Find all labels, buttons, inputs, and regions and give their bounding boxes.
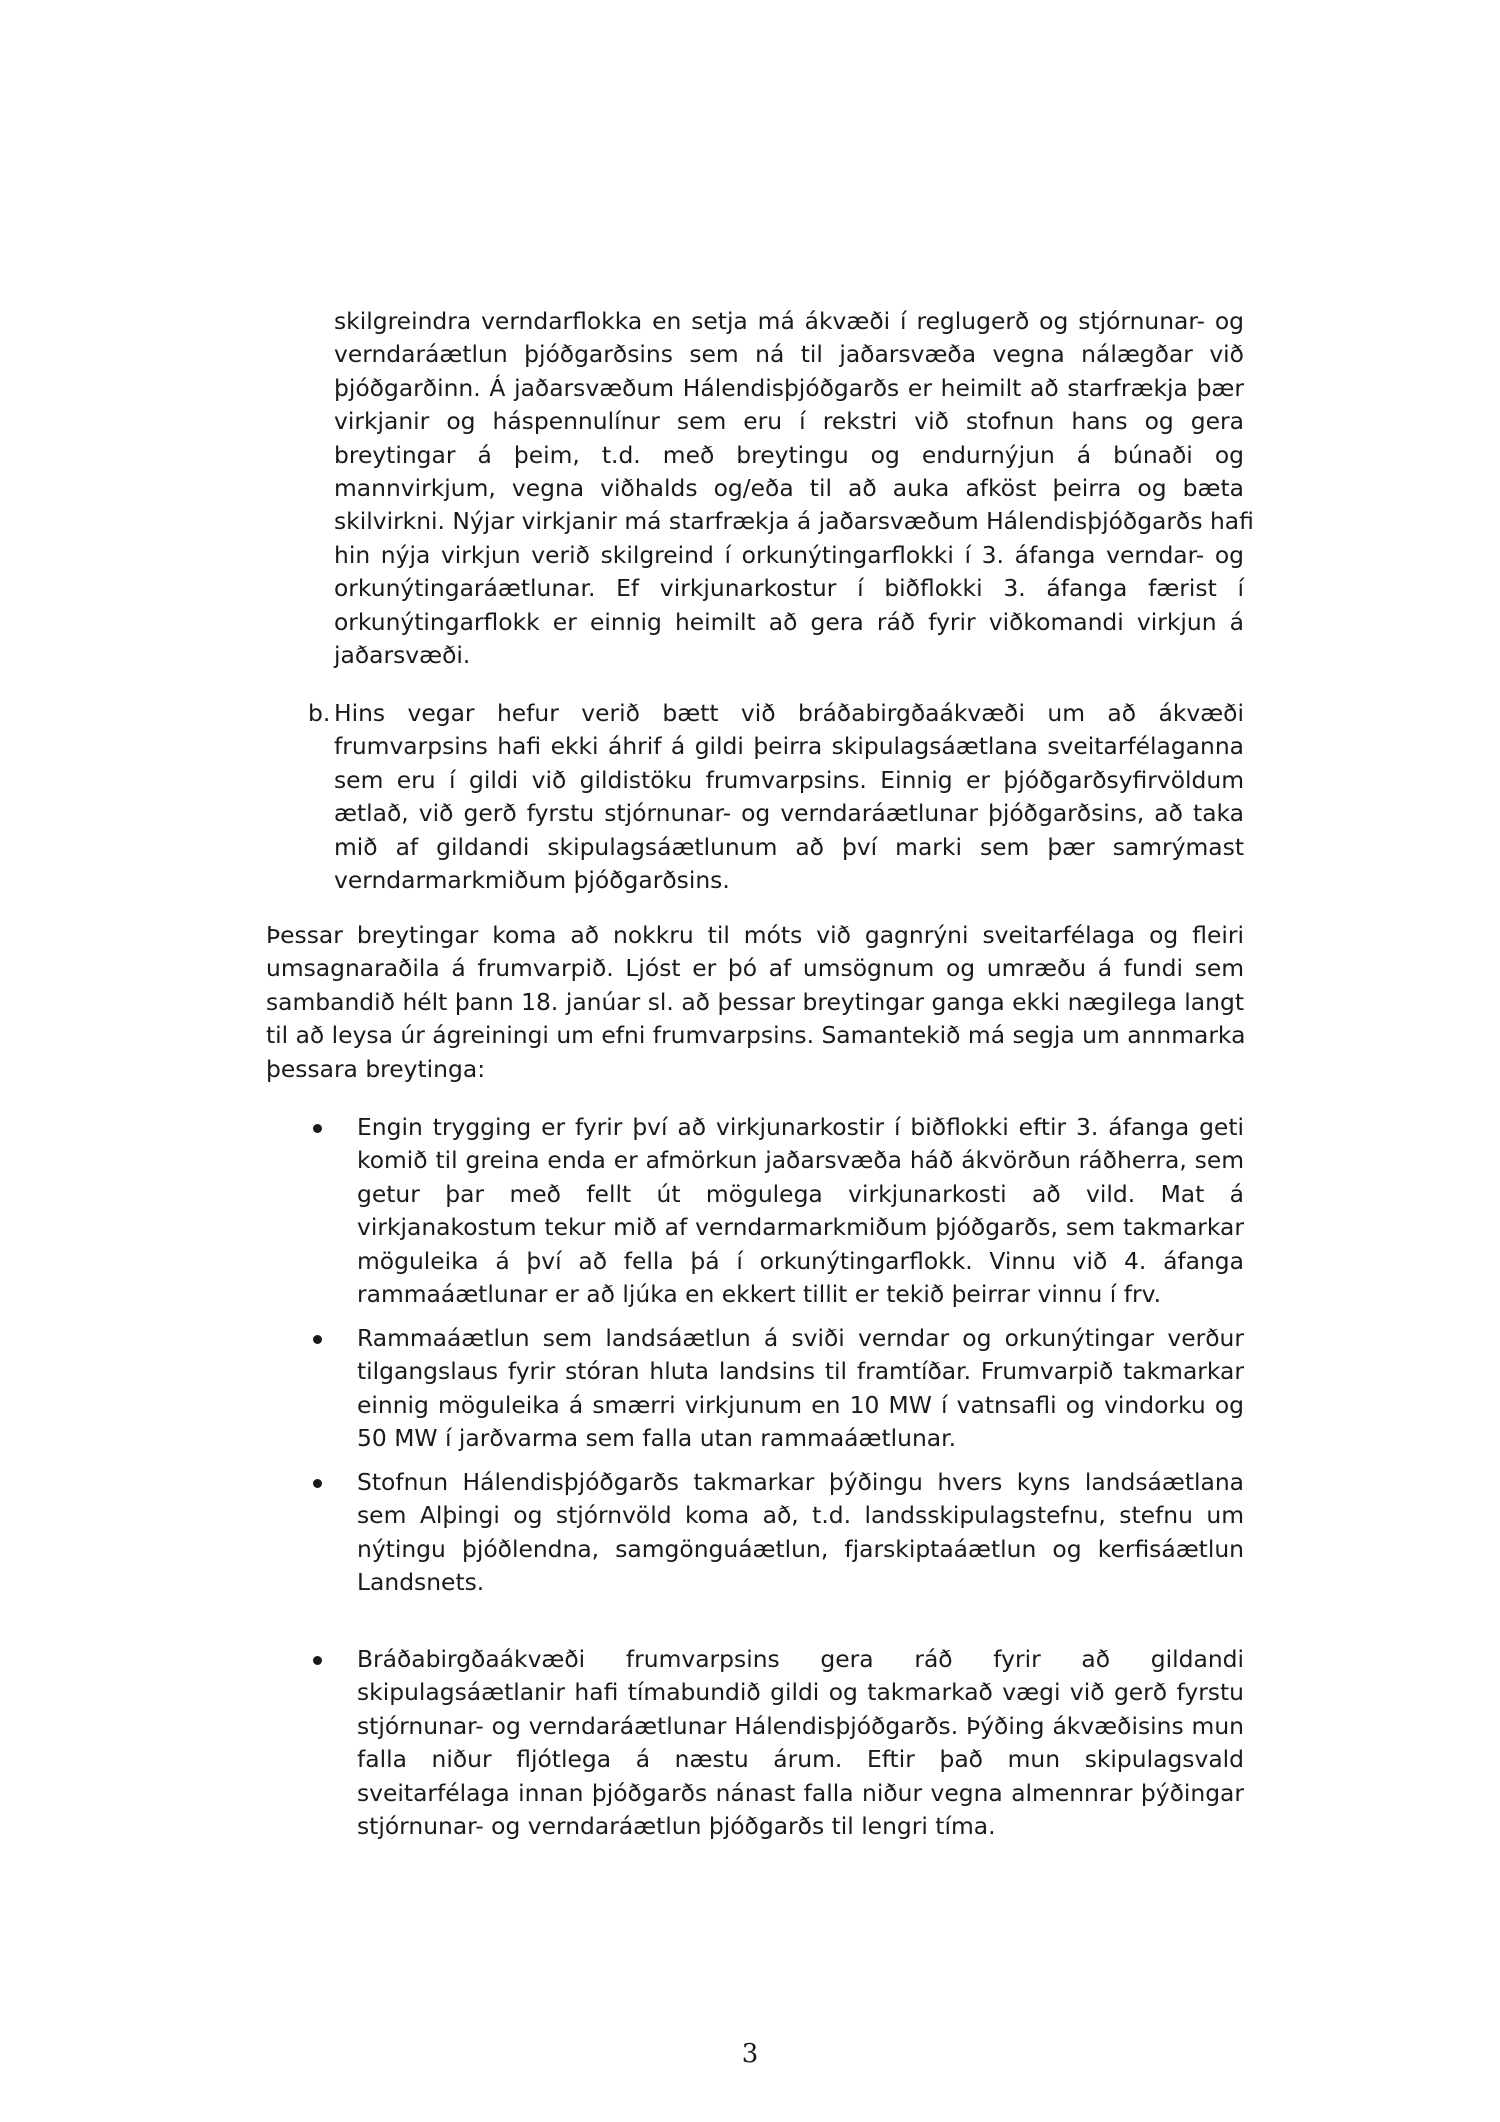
text-line: frumvarpsins hafi ekki áhrif á gildi þeirra skipulagsáætlana sveitarfélaganna — [334, 732, 1244, 761]
text-line: nýtingu þjóðlendna, samgönguáætlun, fjarskiptaáætlun og kerfisáætlun — [357, 1534, 1244, 1563]
text-line: möguleika á því að fella þá í orkunýtingarflokk. Vinnu við 4. áfanga — [357, 1246, 1244, 1275]
bullet-item — [357, 1322, 1244, 1456]
text-line: virkjanakostum tekur mið af verndarmarkmiðum þjóðgarðs, sem takmarkar — [357, 1213, 1244, 1242]
continued-list-item-text — [334, 305, 1254, 672]
list-item-label: b. — [308, 699, 331, 727]
text-line: getur þar með fellt út mögulega virkjunarkosti að vild. Mat á — [357, 1179, 1244, 1208]
bullet-icon — [313, 1124, 322, 1133]
text-line: til að leysa úr ágreiningi um efni frumvarpsins. Samantekið má segja um annmarka — [266, 1021, 1246, 1050]
bullet-item — [357, 1111, 1244, 1311]
text-line: einnig möguleika á smærri virkjunum en 10 MW í vatnsafli og vindorku og — [357, 1390, 1244, 1419]
text-line: mannvirkjum, vegna viðhalds og/eða til að auka afköst þeirra og bæta — [334, 474, 1244, 503]
text-line: orkunýtingaráætlunar. Ef virkjunarkostur í biðflokki 3. áfanga færist í — [334, 574, 1244, 603]
bullet-icon — [313, 1335, 322, 1344]
text-line: umsagnaraðila á frumvarpið. Ljóst er þó af umsögnum og umræðu á fundi sem — [266, 954, 1244, 983]
bullet-icon — [313, 1479, 322, 1488]
text-line: hin nýja virkjun verið skilgreind í orkunýtingarflokki í 3. áfanga verndar- og — [334, 540, 1244, 569]
bullet-item — [357, 1466, 1244, 1600]
text-line: breytingar á þeim, t.d. með breytingu og endurnýjun á búnaði og — [334, 440, 1244, 469]
text-line: skilvirkni. Nýjar virkjanir má starfrækja á jaðarsvæðum Hálendisþjóðgarðs hafi — [334, 507, 1254, 536]
text-line: Engin trygging er fyrir því að virkjunarkostir í biðflokki eftir 3. áfanga geti — [357, 1113, 1244, 1141]
page-number: 3 — [741, 2039, 759, 2069]
text-line: sambandið hélt þann 18. janúar sl. að þessar breytingar ganga ekki nægilega langt — [266, 987, 1244, 1016]
text-line: jaðarsvæði. — [334, 641, 471, 670]
text-line: Stofnun Hálendisþjóðgarðs takmarkar þýðingu hvers kyns landsáætlana — [357, 1468, 1244, 1496]
text-line: orkunýtingarflokk er einnig heimilt að gera ráð fyrir viðkomandi virkjun á — [334, 607, 1244, 636]
text-line: sem eru í gildi við gildistöku frumvarpsins. Einnig er þjóðgarðsyfirvöldum — [334, 765, 1244, 794]
summary-paragraph — [266, 919, 1244, 1086]
text-line: stjórnunar- og verndaráætlunar Hálendisþjóðgarðs. Þýðing ákvæðisins mun — [357, 1711, 1244, 1740]
text-line: skilgreindra verndarflokka en setja má ákvæði í reglugerð og stjórnunar- og — [334, 307, 1244, 335]
text-line: Þessar breytingar koma að nokkru til móts við gagnrýni sveitarfélaga og fleiri — [266, 921, 1244, 949]
text-line: komið til greina enda er afmörkun jaðarsvæða háð ákvörðun ráðherra, sem — [357, 1146, 1244, 1175]
text-line: stjórnunar- og verndaráætlun þjóðgarðs til lengri tíma. — [357, 1812, 996, 1841]
text-line: Landsnets. — [357, 1568, 485, 1597]
text-line: verndaráætlun þjóðgarðsins sem ná til jaðarsvæða vegna nálægðar við — [334, 340, 1244, 369]
text-line: falla niður fljótlega á næstu árum. Eftir það mun skipulagsvald — [357, 1745, 1244, 1774]
text-line: sveitarfélaga innan þjóðgarðs nánast falla niður vegna almennrar þýðingar — [357, 1778, 1244, 1807]
text-line: Rammaáætlun sem landsáætlun á sviði verndar og orkunýtingar verður — [357, 1324, 1244, 1352]
bullet-item — [357, 1643, 1244, 1843]
text-line: Hins vegar hefur verið bætt við bráðabirgðaákvæði um að ákvæði — [334, 699, 1244, 727]
text-line: þessara breytinga: — [266, 1054, 486, 1083]
text-line: virkjanir og háspennulínur sem eru í rekstri við stofnun hans og gera — [334, 407, 1244, 436]
text-line: verndarmarkmiðum þjóðgarðsins. — [334, 866, 730, 895]
text-line: 50 MW í jarðvarma sem falla utan rammaáætlunar. — [357, 1424, 957, 1453]
text-line: sem Alþingi og stjórnvöld koma að, t.d. landsskipulagstefnu, stefnu um — [357, 1501, 1244, 1530]
text-line: mið af gildandi skipulagsáætlunum að því marki sem þær samrýmast — [334, 832, 1244, 861]
text-line: tilgangslaus fyrir stóran hluta landsins til framtíðar. Frumvarpið takmarkar — [357, 1357, 1244, 1386]
text-line: rammaáætlunar er að ljúka en ekkert tillit er tekið þeirrar vinnu í frv. — [357, 1280, 1162, 1309]
text-line: ætlað, við gerð fyrstu stjórnunar- og verndaráætlunar þjóðgarðsins, að taka — [334, 799, 1244, 828]
list-item-b — [308, 697, 1244, 897]
text-line: þjóðgarðinn. Á jaðarsvæðum Hálendisþjóðgarðs er heimilt að starfrækja þær — [334, 373, 1244, 402]
bullet-icon — [313, 1656, 322, 1665]
text-line: skipulagsáætlanir hafi tímabundið gildi og takmarkað vægi við gerð fyrstu — [357, 1678, 1244, 1707]
text-line: Bráðabirgðaákvæði frumvarpsins gera ráð fyrir að gildandi — [357, 1645, 1244, 1673]
